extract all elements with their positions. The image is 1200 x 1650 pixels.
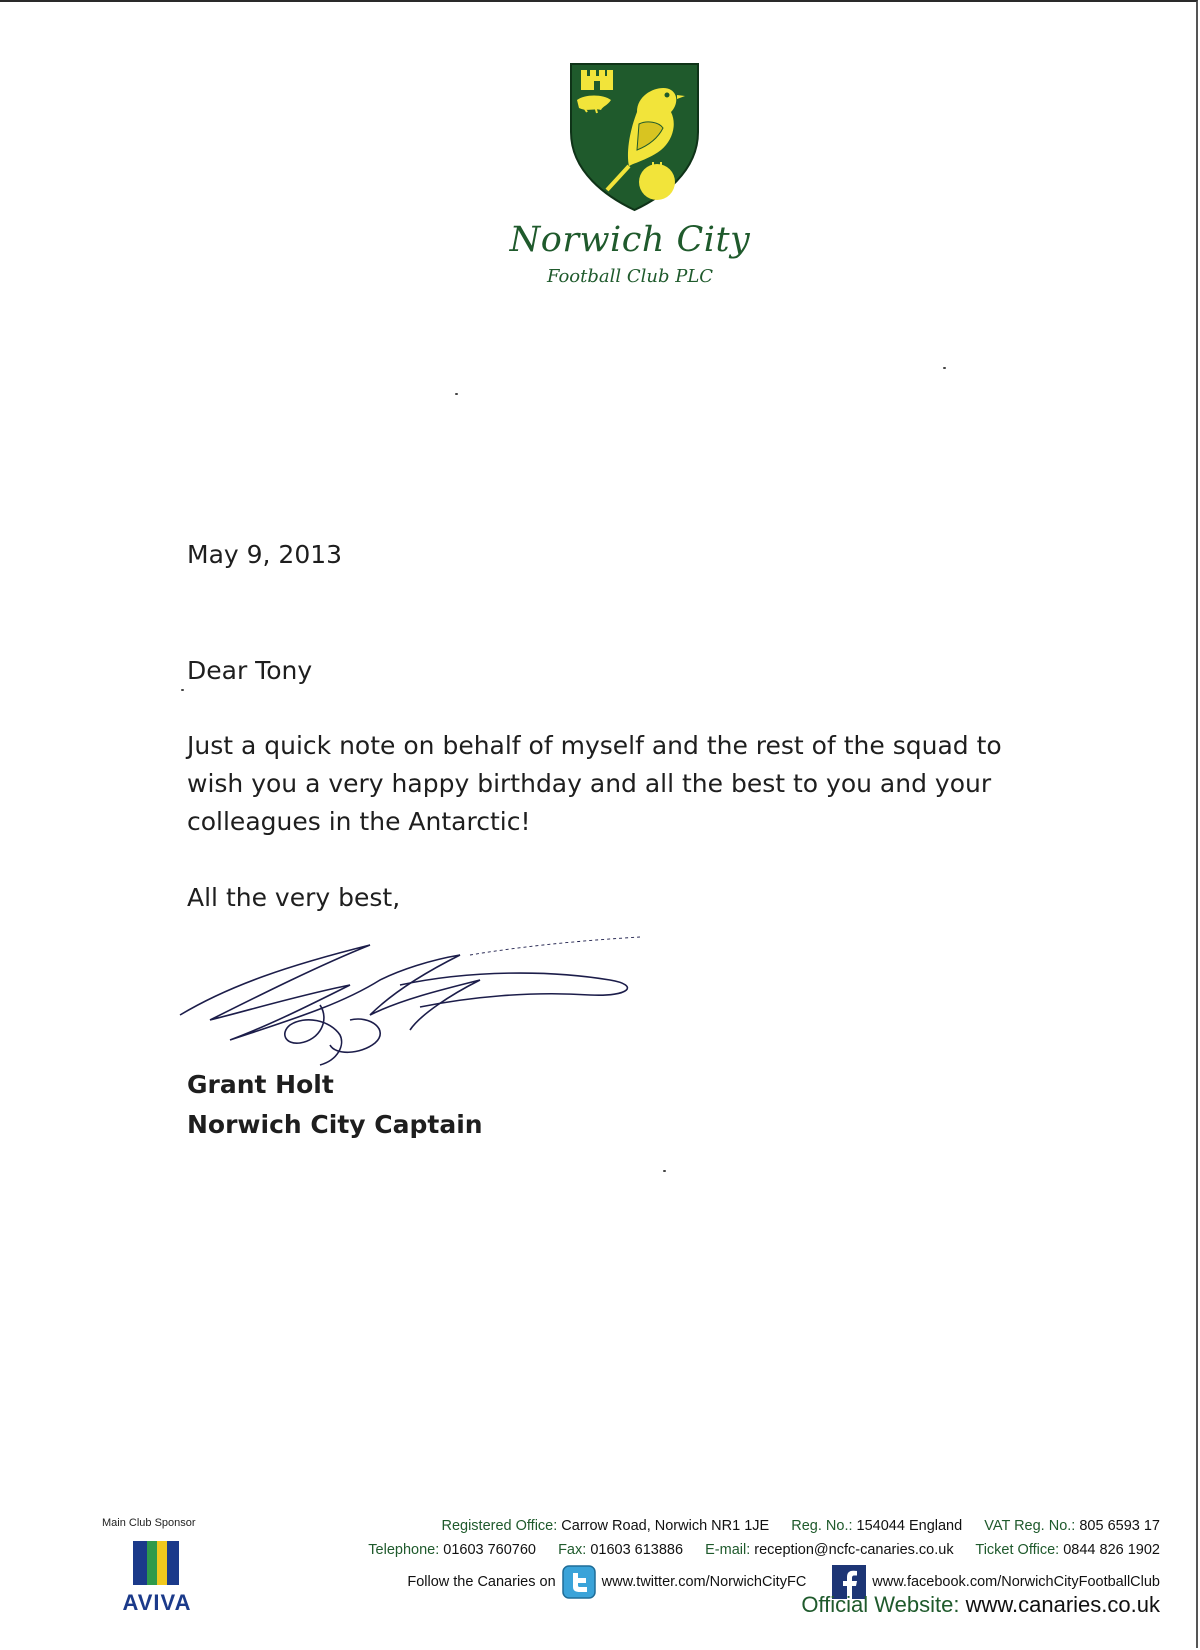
club-name: Norwich City — [509, 220, 751, 260]
website-label: Official Website: — [801, 1592, 960, 1617]
signer-title: Norwich City Captain — [187, 1110, 483, 1139]
signature-image — [170, 925, 650, 1075]
club-subtitle: Football Club PLC — [546, 266, 714, 287]
fax-label: Fax: — [558, 1542, 587, 1558]
facebook-link[interactable]: www.facebook.com/NorwichCityFootballClub — [872, 1574, 1160, 1590]
footer-website — [801, 1592, 1160, 1618]
telephone-label: Telephone: — [368, 1542, 440, 1558]
footer-line-contact — [368, 1542, 1160, 1558]
letter-closing: All the very best, — [187, 883, 401, 912]
vat-no: 805 6593 17 — [1079, 1518, 1160, 1534]
twitter-link[interactable]: www.twitter.com/NorwichCityFC — [601, 1574, 807, 1590]
footer-line-registration — [441, 1518, 1160, 1534]
aviva-logo-icon — [133, 1541, 179, 1585]
fax: 01603 613886 — [590, 1542, 684, 1558]
ticket-phone: 0844 826 1902 — [1063, 1542, 1160, 1558]
club-crest-canary-icon — [567, 62, 702, 212]
signer-name: Grant Holt — [187, 1070, 334, 1099]
registered-office-label: Registered Office: — [441, 1518, 558, 1534]
sponsor-label: Main Club Sponsor — [102, 1517, 196, 1529]
registered-office: Carrow Road, Norwich NR1 1JE — [561, 1518, 770, 1534]
follow-label: Follow the Canaries on — [407, 1574, 556, 1590]
vat-label: VAT Reg. No.: — [984, 1518, 1076, 1534]
reg-no: 154044 England — [856, 1518, 963, 1534]
letter-salutation: Dear Tony — [187, 656, 313, 685]
twitter-icon[interactable] — [562, 1565, 596, 1599]
website-link[interactable]: www.canaries.co.uk — [965, 1592, 1160, 1617]
letter-date: May 9, 2013 — [187, 540, 343, 569]
letter-body: Just a quick note on behalf of myself and the rest of the squad to wish you a very happy birthday and all the best to you and your colleagues in the Antarctic! — [187, 731, 1002, 836]
sponsor-name: AVIVA — [122, 1590, 192, 1615]
email-link[interactable]: reception@ncfc-canaries.co.uk — [754, 1542, 954, 1558]
ticket-label: Ticket Office: — [975, 1542, 1060, 1558]
email-label: E-mail: — [705, 1542, 751, 1558]
reg-no-label: Reg. No.: — [791, 1518, 853, 1534]
telephone: 01603 760760 — [443, 1542, 537, 1558]
